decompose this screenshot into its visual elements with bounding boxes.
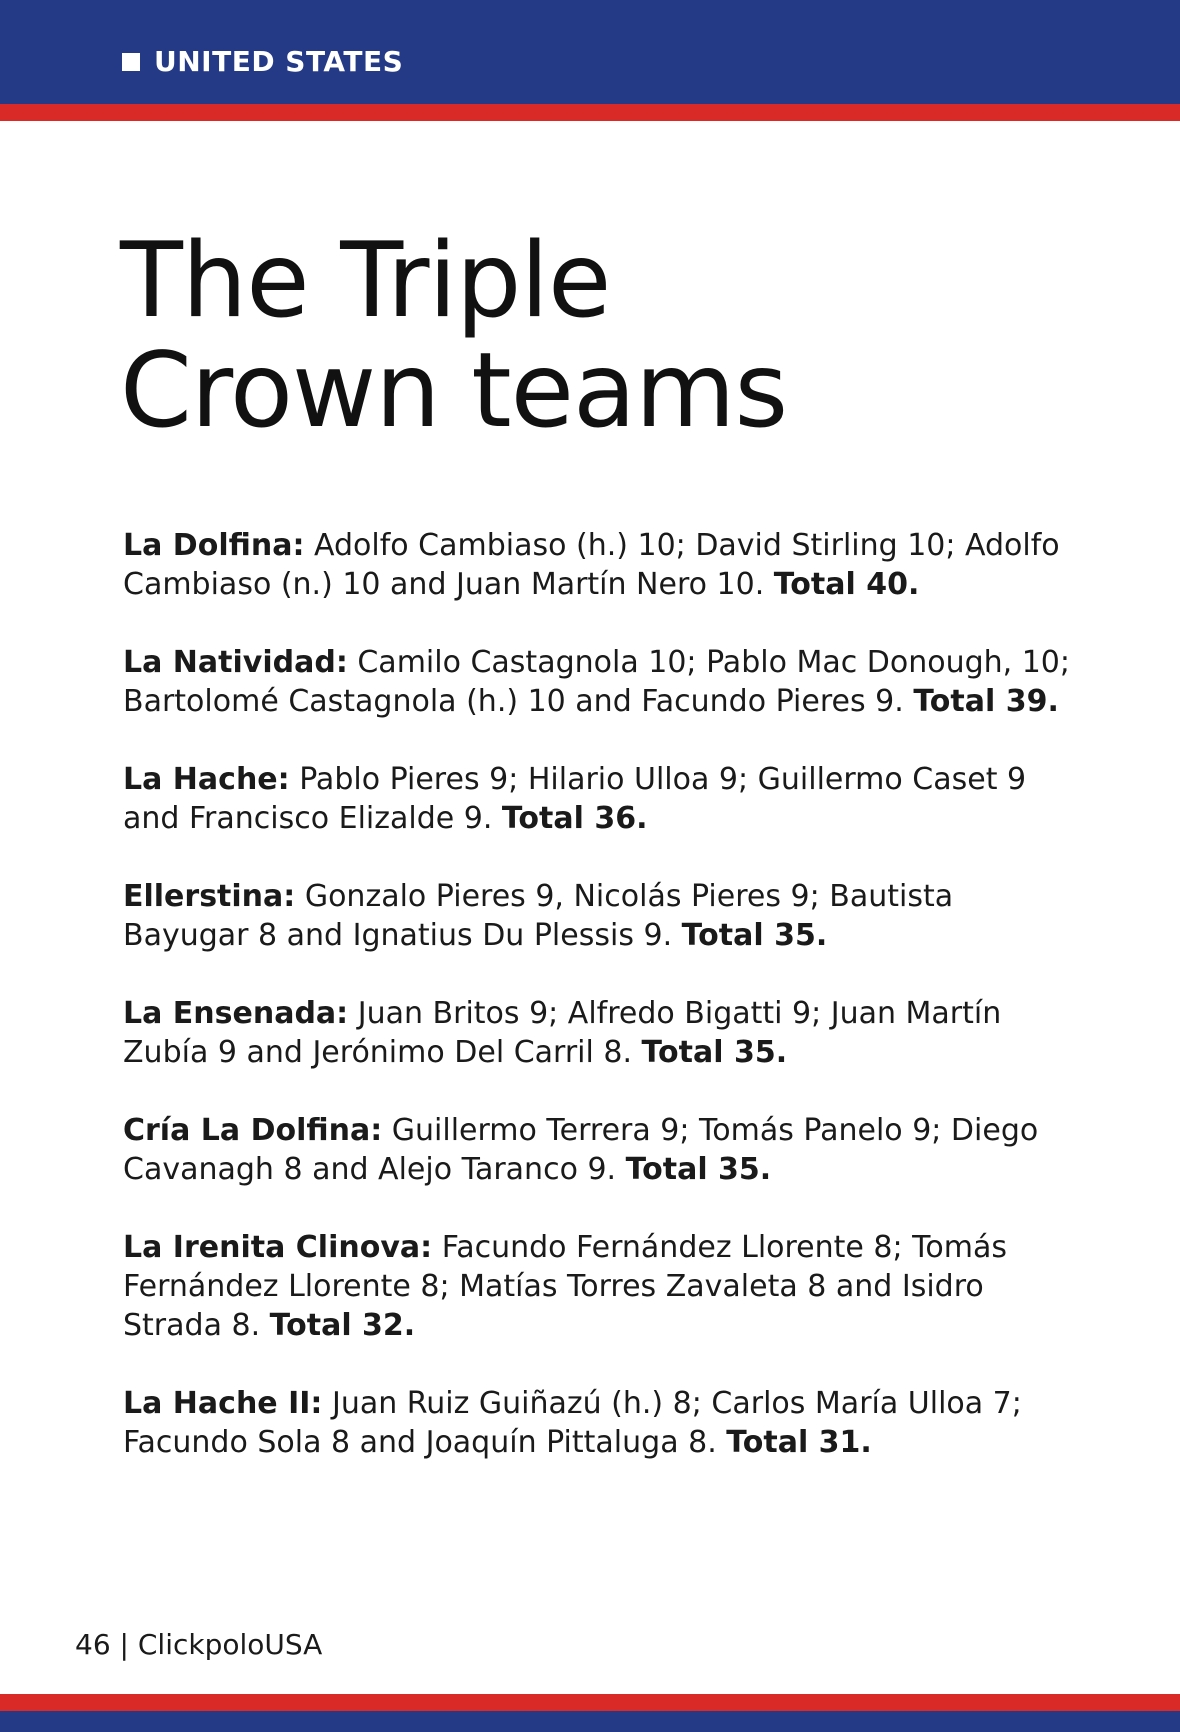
team-entry bbox=[123, 760, 1083, 838]
section-label-text: UNITED STATES bbox=[154, 45, 404, 78]
team-players: Juan Britos 9; Alfredo Bigatti 9; Juan Martín Zubía 9 and Jerónimo Del Carril 8. bbox=[123, 996, 1002, 1070]
team-total: Total 35. bbox=[641, 1035, 788, 1070]
page-footer: 46 | ClickpoloUSA bbox=[75, 1628, 323, 1661]
team-players: Camilo Castagnola 10; Pablo Mac Donough, 10; Bartolomé Castagnola (h.) 10 and Facundo Pieres 9. bbox=[123, 645, 1071, 719]
team-total: Total 35. bbox=[625, 1152, 772, 1187]
team-entry bbox=[123, 1111, 1083, 1189]
team-entry bbox=[123, 877, 1083, 955]
header-red-stripe bbox=[0, 104, 1180, 121]
page-title bbox=[120, 221, 1020, 451]
team-entry bbox=[123, 994, 1083, 1072]
team-total: Total 39. bbox=[913, 684, 1059, 719]
square-bullet-icon bbox=[122, 53, 140, 71]
team-name: Cría La Dolfina: bbox=[123, 1113, 383, 1148]
team-players: Adolfo Cambiaso (h.) 10; David Stirling 10; Adolfo Cambiaso (n.) 10 and Juan Martín Nero 10. bbox=[123, 528, 1060, 602]
team-list bbox=[123, 526, 1083, 1501]
team-total: Total 40. bbox=[773, 567, 920, 602]
footer-band bbox=[0, 1711, 1180, 1732]
team-entry bbox=[123, 1228, 1083, 1345]
page-title-line-2: Crown teams bbox=[120, 331, 788, 451]
team-total: Total 31. bbox=[726, 1425, 872, 1460]
team-total: Total 35. bbox=[681, 918, 828, 953]
team-players: Facundo Fernández Llorente 8; Tomás Fernández Llorente 8; Matías Torres Zavaleta 8 and Isidro Strada 8. bbox=[123, 1230, 1007, 1343]
team-players: Juan Ruiz Guiñazú (h.) 8; Carlos María Ulloa 7; Facundo Sola 8 and Joaquín Pittaluga 8. bbox=[123, 1386, 1022, 1460]
team-entry bbox=[123, 643, 1083, 721]
section-label bbox=[122, 45, 404, 78]
team-total: Total 32. bbox=[269, 1308, 416, 1343]
team-name: La Hache: bbox=[123, 762, 290, 797]
team-name: Ellerstina: bbox=[123, 879, 296, 914]
team-players: Pablo Pieres 9; Hilario Ulloa 9; Guillermo Caset 9 and Francisco Elizalde 9. bbox=[123, 762, 1027, 836]
page-title-line-1: The Triple bbox=[120, 221, 611, 341]
team-name: La Irenita Clinova: bbox=[123, 1230, 433, 1265]
team-entry bbox=[123, 526, 1083, 604]
team-name: La Hache II: bbox=[123, 1386, 323, 1421]
team-players: Gonzalo Pieres 9, Nicolás Pieres 9; Bautista Bayugar 8 and Ignatius Du Plessis 9. bbox=[123, 879, 954, 953]
team-total: Total 36. bbox=[501, 801, 648, 836]
team-name: La Natividad: bbox=[123, 645, 348, 680]
footer-red-stripe bbox=[0, 1694, 1180, 1711]
team-name: La Ensenada: bbox=[123, 996, 349, 1031]
team-name: La Dolfina: bbox=[123, 528, 305, 563]
team-entry bbox=[123, 1384, 1083, 1462]
team-players: Guillermo Terrera 9; Tomás Panelo 9; Diego Cavanagh 8 and Alejo Taranco 9. bbox=[123, 1113, 1039, 1187]
